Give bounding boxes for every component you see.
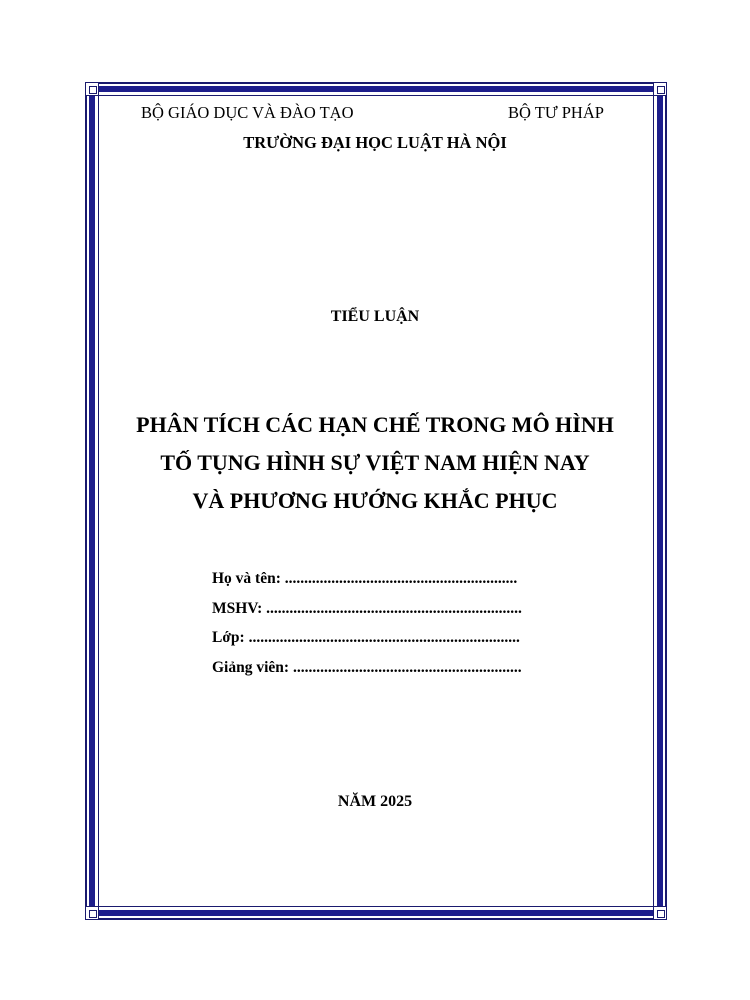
frame-corner-ornament [653,82,667,96]
document-type: TIỂU LUẬN [330,308,420,325]
essay-title-line: PHÂN TÍCH CÁC HẠN CHẾ TRONG MÔ HÌNH [136,412,614,437]
field-label: MSHV: [212,599,263,617]
field-label: Lớp: [212,629,245,646]
frame-corner-ornament [653,906,667,920]
field-label: Họ và tên: [212,570,281,587]
field-value: ............................................................ [284,570,518,587]
field-full-name [212,570,582,600]
field-label: Giảng viên: [212,658,290,676]
field-student-id [212,600,582,630]
field-class [212,629,582,659]
ministry-education: BỘ GIÁO DỤC VÀ ĐÀO TẠO [141,103,354,122]
frame-corner-ornament [85,906,99,920]
field-value: ...................................................................... [248,629,520,646]
essay-title [0,406,750,520]
student-info-fields [212,570,582,688]
field-value: .................................................................. [266,599,522,617]
field-lecturer [212,659,582,689]
essay-title-line: TỐ TỤNG HÌNH SỰ VIỆT NAM HIỆN NAY [160,450,590,475]
frame-corner-ornament [85,82,99,96]
ministry-justice: BỘ TƯ PHÁP [508,103,604,122]
university-name: TRƯỜNG ĐẠI HỌC LUẬT HÀ NỘI [243,133,507,152]
field-value: ........................................................... [292,658,522,676]
year: NĂM 2025 [337,793,413,810]
essay-title-line: VÀ PHƯƠNG HƯỚNG KHẮC PHỤC [192,488,558,513]
